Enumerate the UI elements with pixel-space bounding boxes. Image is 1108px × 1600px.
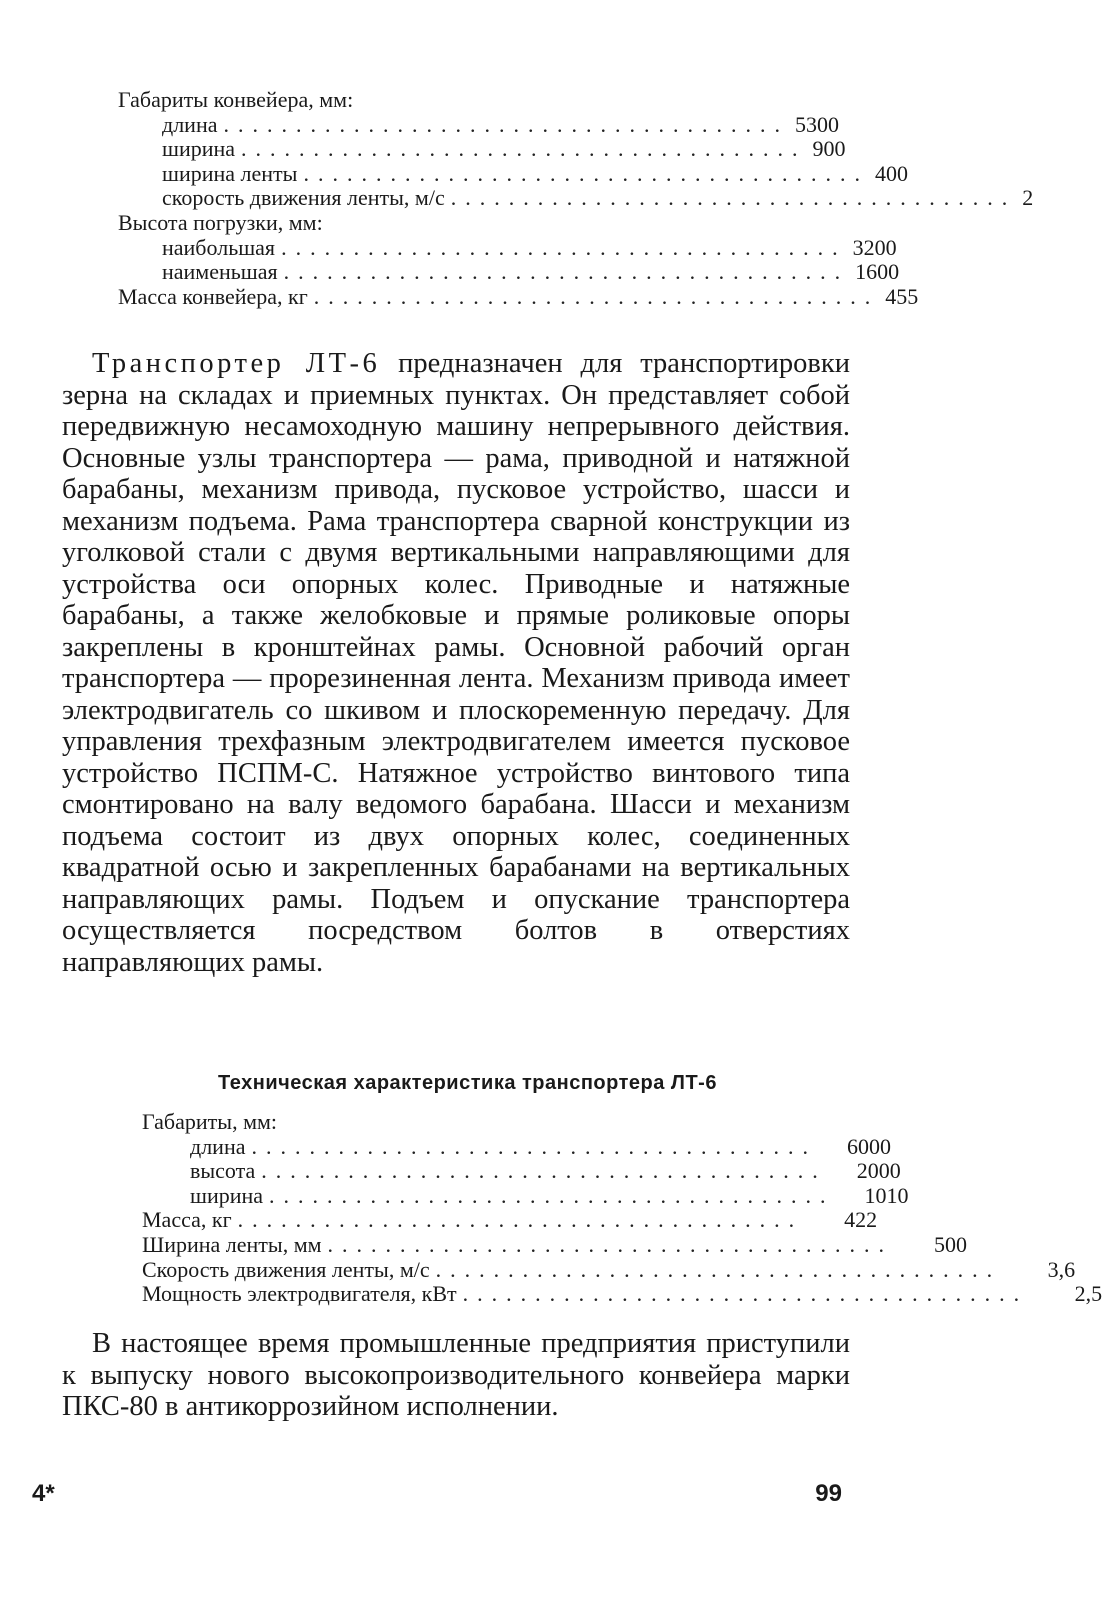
spec-row bbox=[142, 1182, 909, 1209]
paragraph-lead: Транспортер ЛТ-6 bbox=[92, 348, 381, 379]
spec-label: Масса конвейера, кг bbox=[118, 283, 308, 309]
spec-label: высота bbox=[190, 1158, 256, 1184]
conveyor-spec-list bbox=[118, 87, 1034, 309]
spec-label: Масса, кг bbox=[142, 1207, 232, 1233]
leader-dots: ....................................... bbox=[313, 283, 880, 309]
leader-dots: ....................................... bbox=[283, 259, 850, 285]
closing-paragraph: В настоящее время промышленные предприятия приступили к выпуску нового высокопроизводительного конвейера марки ПКС-80 в антикоррозийном исполнении. bbox=[62, 1328, 850, 1422]
spec-row bbox=[142, 1158, 901, 1184]
spec-row bbox=[142, 1281, 1103, 1307]
spec-row bbox=[118, 185, 1034, 211]
leader-dots: ....................................... bbox=[237, 1207, 804, 1233]
leader-dots: ....................................... bbox=[462, 1281, 1029, 1307]
spec-value: 2,5 bbox=[1074, 1281, 1103, 1307]
body-paragraph bbox=[62, 348, 850, 978]
leader-dots: ....................................... bbox=[223, 111, 789, 137]
section-title: Техническая характеристика транспортера ЛТ-6 bbox=[218, 1072, 717, 1094]
spec-value: 3,6 bbox=[1047, 1256, 1076, 1282]
spec-label: скорость движения ленты, м/с bbox=[162, 185, 445, 211]
leader-dots: ....................................... bbox=[435, 1256, 1002, 1282]
spec-label: ширина ленты bbox=[162, 160, 298, 186]
paragraph-text: предназначен для транспортировки зерна на складах и приемных пунктах. Он представляет собой передвижную несамоходную машину непрерывного действия. Основные узлы транспортера — рама, приводной и натяжной барабаны, механизм привода, пусковое устройство, шасси и механизм подъема. Рама транспортера сварной конструкции из уголковой стали с двумя вертикальными направляющими для устройства оси опорных колес. Приводные и натяжные барабаны, а также желобковые и прямые роликовые опоры закреплены в кронштейнах рамы. Основной рабочий орган транспортера — прорезиненная лента. Механизм привода имеет электродвигатель со шкивом и плоскоременную передачу. Для управления трехфазным электродвигателем имеется пусковое устройство ПСПМ-С. Натяжное устройство винтового типа смонтировано на валу ведомого барабана. Шасси и механизм подъема состоит из двух опорных колес, соединенных квадратной осью и закрепленных барабанами на вертикальных направляющих рамы. Подъем и опускание транспортера осуществляется посредством болтов в отверстиях направляющих рамы. bbox=[62, 348, 850, 978]
spec-value: 5300 bbox=[794, 111, 839, 137]
spec-value: 2000 bbox=[856, 1158, 901, 1184]
leader-dots: ....................................... bbox=[241, 136, 807, 162]
spec-label: Скорость движения ленты, м/с bbox=[142, 1256, 430, 1282]
leader-dots: ....................................... bbox=[327, 1231, 894, 1257]
spec-value: 422 bbox=[844, 1207, 878, 1233]
spec-label: ширина bbox=[162, 136, 236, 162]
spec-value: 6000 bbox=[846, 1133, 891, 1159]
spec-value: 500 bbox=[934, 1231, 968, 1257]
spec-row bbox=[142, 1133, 891, 1160]
spec-value: 900 bbox=[812, 136, 846, 162]
transporter-spec-list bbox=[142, 1109, 1103, 1307]
spec-value: 1600 bbox=[855, 259, 900, 285]
spec-value: 3200 bbox=[852, 234, 897, 260]
spec-label: Мощность электродвигателя, кВт bbox=[142, 1281, 457, 1307]
spec-row bbox=[142, 1231, 968, 1258]
spec-label: Ширина ленты, мм bbox=[142, 1231, 322, 1257]
spec-row bbox=[118, 160, 908, 187]
spec-row bbox=[118, 136, 846, 162]
leader-dots: ....................................... bbox=[303, 160, 869, 186]
signature-mark: 4* bbox=[32, 1480, 55, 1507]
spec-heading-dimensions: Габариты, мм: bbox=[142, 1109, 278, 1134]
leader-dots: ....................................... bbox=[269, 1182, 835, 1208]
leader-dots: ....................................... bbox=[251, 1133, 817, 1159]
spec-value: 1010 bbox=[864, 1182, 909, 1208]
spec-label: ширина bbox=[190, 1182, 264, 1208]
leader-dots: ....................................... bbox=[450, 185, 1017, 211]
leader-dots: ....................................... bbox=[261, 1158, 827, 1184]
spec-row bbox=[118, 234, 897, 261]
spec-row bbox=[118, 283, 919, 310]
spec-value: 400 bbox=[874, 160, 908, 186]
spec-value: 2 bbox=[1022, 185, 1034, 211]
page-number: 99 bbox=[815, 1480, 842, 1507]
spec-heading-load-height: Высота погрузки, мм: bbox=[118, 209, 323, 235]
spec-heading-dimensions: Габариты конвейера, мм: bbox=[118, 87, 354, 112]
spec-label: наибольшая bbox=[162, 234, 276, 260]
spec-label: наименьшая bbox=[162, 259, 278, 285]
leader-dots: ....................................... bbox=[281, 234, 847, 260]
spec-label: длина bbox=[162, 111, 218, 137]
spec-row bbox=[118, 259, 900, 285]
spec-row bbox=[118, 111, 839, 138]
spec-row bbox=[142, 1207, 878, 1233]
spec-value: 455 bbox=[885, 283, 919, 309]
spec-row bbox=[142, 1256, 1076, 1283]
spec-label: длина bbox=[190, 1133, 246, 1159]
